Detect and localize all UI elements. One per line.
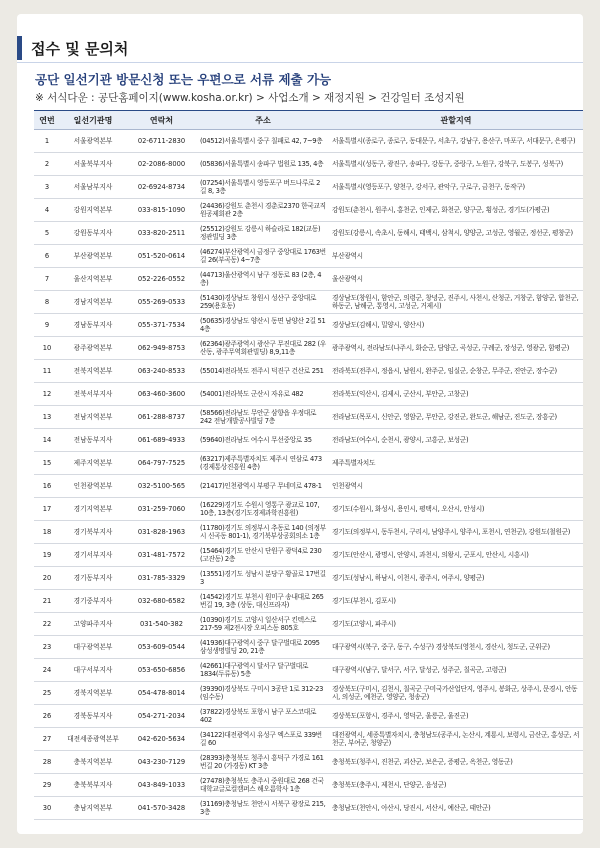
table-row <box>34 360 583 383</box>
office-jurisdiction: 경상남도(창원시, 함안군, 의령군, 창녕군, 진주시, 사천시, 산청군, 거창군, 함양군, 합천군, 하동군, 남해군, 통영시, 고성군, 거제시) <box>329 291 583 314</box>
table-row <box>34 705 583 728</box>
office-address: (10390)경기도 고양시 일산서구 킨텍스로 217-59 제2전시장 오피스동 805호 <box>197 613 329 636</box>
office-phone: 054-271-2034 <box>126 705 197 728</box>
office-address: (27478)충청북도 충주시 중원대로 268 건국대학교글로컬캠퍼스 해오름학사 1층 <box>197 774 329 797</box>
office-phone: 051-520-0614 <box>126 245 197 268</box>
office-jurisdiction: 충청북도(충주시, 제천시, 단양군, 음성군) <box>329 774 583 797</box>
row-number: 29 <box>34 774 60 797</box>
row-number: 1 <box>34 130 60 153</box>
office-jurisdiction: 대구광역시(북구, 중구, 동구, 수성구) 경상북도(영천시, 경산시, 청도군, 군위군) <box>329 636 583 659</box>
office-phone: 031-481-7572 <box>126 544 197 567</box>
row-number: 17 <box>34 498 60 521</box>
office-phone: 033-815-1090 <box>126 199 197 222</box>
table-row <box>34 153 583 176</box>
column-header-address: 주소 <box>197 111 329 130</box>
row-number: 18 <box>34 521 60 544</box>
table-row <box>34 222 583 245</box>
office-name: 서울북부지사 <box>60 153 126 176</box>
office-name: 충북북부지사 <box>60 774 126 797</box>
office-phone: 064-797-7525 <box>126 452 197 475</box>
office-name: 제주지역본부 <box>60 452 126 475</box>
office-phone: 031-259-7060 <box>126 498 197 521</box>
office-name: 경북지역본부 <box>60 682 126 705</box>
office-name: 전남지역본부 <box>60 406 126 429</box>
row-number: 26 <box>34 705 60 728</box>
office-phone: 031-828-1963 <box>126 521 197 544</box>
office-contact-table <box>34 110 583 820</box>
office-name: 서울광역본부 <box>60 130 126 153</box>
table-row <box>34 291 583 314</box>
row-number: 14 <box>34 429 60 452</box>
row-number: 30 <box>34 797 60 820</box>
row-number: 7 <box>34 268 60 291</box>
table-row <box>34 176 583 199</box>
office-phone: 02-2086-8000 <box>126 153 197 176</box>
download-note: ※ 서식다운 : 공단홈페이지(www.kosha.or.kr) > 사업소개 > 재정지원 > 건강일터 조성지원 <box>35 92 465 104</box>
table-row <box>34 567 583 590</box>
office-name: 대구서부지사 <box>60 659 126 682</box>
office-phone: 063-460-3600 <box>126 383 197 406</box>
table-header-row <box>34 111 583 130</box>
office-phone: 031-540-382 <box>126 613 197 636</box>
office-address: (54001)전라북도 군산시 자유로 482 <box>197 383 329 406</box>
section-header <box>17 36 583 60</box>
office-jurisdiction: 전라북도(전주시, 정읍시, 남원시, 완주군, 임실군, 순창군, 무주군, 진안군, 장수군) <box>329 360 583 383</box>
office-jurisdiction: 경상남도(김해시, 밀양시, 양산시) <box>329 314 583 337</box>
office-phone: 055-371-7534 <box>126 314 197 337</box>
office-name: 서울남부지사 <box>60 176 126 199</box>
office-address: (46274)부산광역시 금정구 중앙대로 1763번길 26(부곡동) 4~7층 <box>197 245 329 268</box>
table-row <box>34 406 583 429</box>
column-header-office: 일선기관명 <box>60 111 126 130</box>
table-row <box>34 383 583 406</box>
table-row <box>34 636 583 659</box>
office-jurisdiction: 광주광역시, 전라남도(나주시, 화순군, 담양군, 곡성군, 구례군, 장성군, 영광군, 함평군) <box>329 337 583 360</box>
office-jurisdiction: 전라남도(여수시, 순천시, 광양시, 고흥군, 보성군) <box>329 429 583 452</box>
office-name: 경기북부지사 <box>60 521 126 544</box>
office-jurisdiction: 부산광역시 <box>329 245 583 268</box>
office-name: 경기동부지사 <box>60 567 126 590</box>
office-address: (15464)경기도 안산시 단원구 광덕4로 230 (고잔동) 2층 <box>197 544 329 567</box>
office-address: (24436)강원도 춘천시 경춘로2370 한국교직원공제회관 2층 <box>197 199 329 222</box>
office-phone: 062-949-8753 <box>126 337 197 360</box>
office-name: 인천광역본부 <box>60 475 126 498</box>
row-number: 2 <box>34 153 60 176</box>
office-address: (37822)경상북도 포항시 남구 포스코대로 402 <box>197 705 329 728</box>
office-jurisdiction: 경상북도(포항시, 경주시, 영덕군, 울릉군, 울진군) <box>329 705 583 728</box>
office-name: 광주광역본부 <box>60 337 126 360</box>
table-row <box>34 613 583 636</box>
office-jurisdiction: 울산광역시 <box>329 268 583 291</box>
office-name: 전남동부지사 <box>60 429 126 452</box>
office-jurisdiction: 전라남도(목포시, 신안군, 영암군, 무안군, 강진군, 완도군, 해남군, 진도군, 장흥군) <box>329 406 583 429</box>
office-phone: 061-288-8737 <box>126 406 197 429</box>
column-header-no: 연번 <box>34 111 60 130</box>
office-phone: 043-849-1033 <box>126 774 197 797</box>
office-jurisdiction: 인천광역시 <box>329 475 583 498</box>
table-row <box>34 337 583 360</box>
office-address: (59640)전라남도 여수시 무선중앙로 35 <box>197 429 329 452</box>
office-name: 경기서부지사 <box>60 544 126 567</box>
office-jurisdiction: 경기도(안산시, 광명시, 안양시, 과천시, 의왕시, 군포시, 안산시, 시흥시) <box>329 544 583 567</box>
office-address: (39390)경상북도 구미시 3공단 1로 312-23 (임수동) <box>197 682 329 705</box>
office-name: 경남지역본부 <box>60 291 126 314</box>
table-row <box>34 268 583 291</box>
office-address: (05836)서울특별시 송파구 법원로 135, 4층 <box>197 153 329 176</box>
row-number: 8 <box>34 291 60 314</box>
office-name: 충북지역본부 <box>60 751 126 774</box>
table-row <box>34 774 583 797</box>
row-number: 25 <box>34 682 60 705</box>
office-name: 대구광역본부 <box>60 636 126 659</box>
office-address: (31169)충청남도 천안시 서북구 광장로 215, 3층 <box>197 797 329 820</box>
column-header-jurisdiction: 관할지역 <box>329 111 583 130</box>
office-phone: 053-609-0544 <box>126 636 197 659</box>
office-name: 대전세종광역본부 <box>60 728 126 751</box>
office-jurisdiction: 강원도(강릉시, 속초시, 동해시, 태백시, 삼척시, 양양군, 고성군, 영월군, 정선군, 평창군) <box>329 222 583 245</box>
table-row <box>34 475 583 498</box>
office-name: 경기중부지사 <box>60 590 126 613</box>
office-jurisdiction: 충청북도(청주시, 진천군, 괴산군, 보은군, 증평군, 옥천군, 영동군) <box>329 751 583 774</box>
table-row <box>34 544 583 567</box>
table-row <box>34 590 583 613</box>
row-number: 16 <box>34 475 60 498</box>
row-number: 12 <box>34 383 60 406</box>
office-address: (63217)제주특별자치도 제주시 연삼로 473 (경제통상진흥원 4층) <box>197 452 329 475</box>
table-row <box>34 728 583 751</box>
office-jurisdiction: 경상북도(구미시, 김천시, 칠곡군 구미국가산업단지, 영주시, 봉화군, 상주시, 문경시, 안동시, 의성군, 예천군, 영양군, 청송군) <box>329 682 583 705</box>
office-name: 강원동부지사 <box>60 222 126 245</box>
table-row <box>34 751 583 774</box>
table-row <box>34 659 583 682</box>
office-jurisdiction: 경기도(고양시, 파주시) <box>329 613 583 636</box>
office-jurisdiction: 경기도(부천시, 김포시) <box>329 590 583 613</box>
office-jurisdiction: 서울특별시(영등포구, 양천구, 강서구, 관악구, 구로구, 금천구, 동작구) <box>329 176 583 199</box>
office-address: (34122)대전광역시 유성구 엑스포로 339번길 60 <box>197 728 329 751</box>
table-row <box>34 245 583 268</box>
office-name: 경북동부지사 <box>60 705 126 728</box>
office-phone: 052-226-0552 <box>126 268 197 291</box>
row-number: 24 <box>34 659 60 682</box>
office-jurisdiction: 대구광역시(남구, 달서구, 서구, 달성군, 성주군, 칠곡군, 고령군) <box>329 659 583 682</box>
row-number: 23 <box>34 636 60 659</box>
office-address: (16229)경기도 수원시 영통구 광교로 107, 10층, 13층(경기도경제과학진흥원) <box>197 498 329 521</box>
office-address: (55014)전라북도 전주시 덕진구 건산로 251 <box>197 360 329 383</box>
office-address: (14542)경기도 부천시 원미구 송내대로 265번길 19, 3층 (상동, 대신프라자) <box>197 590 329 613</box>
office-jurisdiction: 충청남도(천안시, 아산시, 당진시, 서산시, 예산군, 태안군) <box>329 797 583 820</box>
row-number: 15 <box>34 452 60 475</box>
office-name: 울산지역본부 <box>60 268 126 291</box>
table-row <box>34 314 583 337</box>
office-jurisdiction: 전라북도(익산시, 김제시, 군산시, 부안군, 고창군) <box>329 383 583 406</box>
header-divider <box>17 62 583 63</box>
office-name: 경남동부지사 <box>60 314 126 337</box>
table-row <box>34 429 583 452</box>
office-jurisdiction: 경기도(의정부시, 동두천시, 구리시, 남양주시, 양주시, 포천시, 연천군), 강원도(철원군) <box>329 521 583 544</box>
header-accent-bar <box>17 36 22 60</box>
office-address: (13551)경기도 성남시 분당구 황골로 17번길 3 <box>197 567 329 590</box>
office-phone: 032-5100-565 <box>126 475 197 498</box>
office-phone: 061-689-4933 <box>126 429 197 452</box>
office-jurisdiction: 대전광역시, 세종특별자치시, 충청남도(공주시, 논산시, 계룡시, 보령시, 금산군, 홍성군, 서천군, 부여군, 청양군) <box>329 728 583 751</box>
row-number: 6 <box>34 245 60 268</box>
office-address: (44713)울산광역시 남구 정동로 83 (2층, 4층) <box>197 268 329 291</box>
office-phone: 032-680-6582 <box>126 590 197 613</box>
office-address: (62364)광주광역시 광산구 무진대로 282 (우산동, 광주무역회관빌딩) 8,9,11층 <box>197 337 329 360</box>
table-row <box>34 521 583 544</box>
submission-subtitle: 공단 일선기관 방문신청 또는 우편으로 서류 제출 가능 <box>35 72 332 87</box>
office-address: (25512)강원도 강릉시 하슬라로 182(교동) 정관빌딩 3층 <box>197 222 329 245</box>
office-phone: 042-620-5634 <box>126 728 197 751</box>
office-phone: 055-269-0533 <box>126 291 197 314</box>
table-row <box>34 130 583 153</box>
office-phone: 063-240-8533 <box>126 360 197 383</box>
office-name: 전북서부지사 <box>60 383 126 406</box>
office-phone: 02-6924-8734 <box>126 176 197 199</box>
office-phone: 033-820-2511 <box>126 222 197 245</box>
table-row <box>34 682 583 705</box>
row-number: 10 <box>34 337 60 360</box>
row-number: 21 <box>34 590 60 613</box>
row-number: 11 <box>34 360 60 383</box>
office-address: (11780)경기도 의정부시 추동로 140 (의정부시 신곡동 801-1), 경기북부상공회의소 1층 <box>197 521 329 544</box>
office-name: 전북지역본부 <box>60 360 126 383</box>
column-header-phone: 연락처 <box>126 111 197 130</box>
row-number: 4 <box>34 199 60 222</box>
office-address: (28393)충청북도 청주시 흥덕구 가경로 161번길 20 (가경동) KT 3층 <box>197 751 329 774</box>
office-name: 강원지역본부 <box>60 199 126 222</box>
table-row <box>34 199 583 222</box>
office-address: (50635)경상남도 양산시 동면 남양산 2길 51 4층 <box>197 314 329 337</box>
row-number: 19 <box>34 544 60 567</box>
row-number: 28 <box>34 751 60 774</box>
office-phone: 043-230-7129 <box>126 751 197 774</box>
row-number: 27 <box>34 728 60 751</box>
office-name: 부산광역본부 <box>60 245 126 268</box>
office-address: (04512)서울특별시 중구 칠패로 42, 7~9층 <box>197 130 329 153</box>
office-address: (07254)서울특별시 영등포구 버드나루로 2길 8, 3층 <box>197 176 329 199</box>
document-page <box>17 14 583 834</box>
office-phone: 053-650-6856 <box>126 659 197 682</box>
office-jurisdiction: 서울특별시(성동구, 광진구, 송파구, 강동구, 중랑구, 노원구, 강북구, 도봉구, 성북구) <box>329 153 583 176</box>
office-phone: 031-785-3329 <box>126 567 197 590</box>
office-jurisdiction: 경기도(성남시, 하남시, 이천시, 광주시, 여주시, 양평군) <box>329 567 583 590</box>
office-name: 고양파주지사 <box>60 613 126 636</box>
office-name: 충남지역본부 <box>60 797 126 820</box>
office-address: (42661)대구광역시 달서구 달구벌대로 1834(두류동) 5층 <box>197 659 329 682</box>
section-title: 접수 및 문의처 <box>31 40 129 58</box>
row-number: 3 <box>34 176 60 199</box>
office-jurisdiction: 제주특별자치도 <box>329 452 583 475</box>
table-row <box>34 797 583 820</box>
office-address: (41936)대구광역시 중구 달구벌대로 2095 삼성생명빌딩 20, 21층 <box>197 636 329 659</box>
row-number: 20 <box>34 567 60 590</box>
office-phone: 054-478-8014 <box>126 682 197 705</box>
office-name: 경기지역본부 <box>60 498 126 521</box>
office-address: (51430)경상남도 창원시 성산구 중앙대로 259(용호동) <box>197 291 329 314</box>
table-row <box>34 452 583 475</box>
office-jurisdiction: 강원도(춘천시, 원주시, 홍천군, 인제군, 화천군, 양구군, 횡성군, 경기도(가평군) <box>329 199 583 222</box>
row-number: 13 <box>34 406 60 429</box>
office-phone: 02-6711-2830 <box>126 130 197 153</box>
office-phone: 041-570-3428 <box>126 797 197 820</box>
office-address: (58566)전라남도 무안군 삼향읍 우정대로 242 전남개발공사빌딩 7층 <box>197 406 329 429</box>
office-address: (21417)인천광역시 부평구 무네미로 478-1 <box>197 475 329 498</box>
office-jurisdiction: 서울특별시(종로구, 종로구, 동대문구, 서초구, 강남구, 용산구, 마포구, 서대문구, 은평구) <box>329 130 583 153</box>
row-number: 22 <box>34 613 60 636</box>
table-body <box>34 130 583 820</box>
row-number: 5 <box>34 222 60 245</box>
row-number: 9 <box>34 314 60 337</box>
table-row <box>34 498 583 521</box>
office-jurisdiction: 경기도(수원시, 화성시, 용인시, 평택시, 오산시, 안성시) <box>329 498 583 521</box>
